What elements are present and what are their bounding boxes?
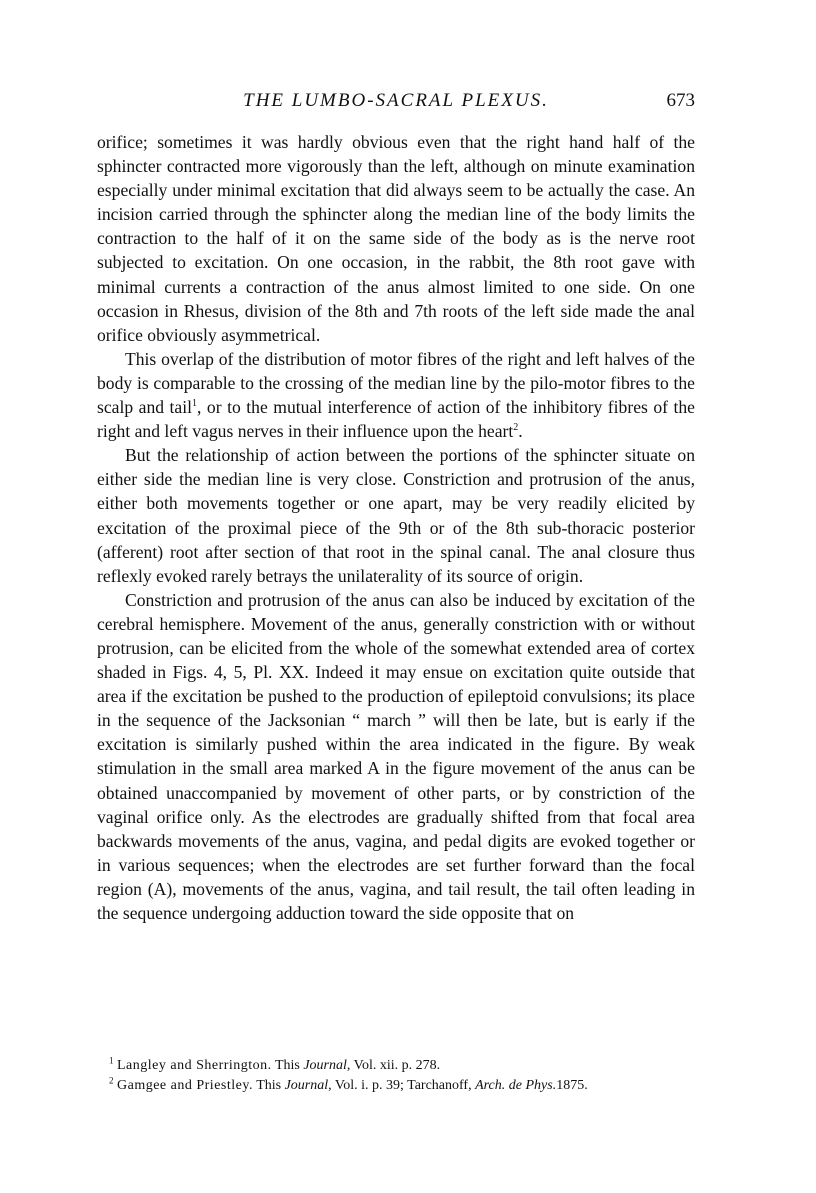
paragraph-2-text-b: , or to the mutual interference of action of the inhibitory fibres of the right and left vagus nerves in their influence upon the heart: [97, 397, 695, 442]
footnote-2-rest-b: 1875.: [556, 1078, 588, 1093]
paragraph-2-text-c: .: [518, 421, 523, 442]
footnote-1-authors: Langley and Sherrington.: [117, 1058, 272, 1073]
footnote-2-authors: Gamgee and Priestley.: [117, 1078, 253, 1093]
footnote-ref-1: 1: [192, 398, 198, 410]
paragraph-4: [97, 588, 695, 925]
paragraph-1-text: orifice; sometimes it was hardly obvious even that the right hand half of the sphincter contracted more vigorously than the left, although on minute examination especially under minimal excitation that did always seem to be actually the case. An incision carried through the sphincter along the median line of the body limits the contraction to the half of it on the same side of the body as is the nerve root subjected to excitation. On one occasion, in the rabbit, the 8th root gave with minimal currents a contraction of the anus almost limited to one side. On one occasion in Rhesus, division of the 8th and 7th roots of the left side made the anal orifice obviously asymmetrical.: [97, 132, 695, 345]
page-number: 673: [666, 90, 695, 111]
running-header: [97, 90, 695, 124]
footnote-1: [97, 1056, 695, 1076]
footnote-2-this: This: [256, 1078, 282, 1093]
paragraph-2-text-a: This overlap of the distribution of motor fibres of the right and left halves of the body is comparable to the crossing of the median line by the pilo-motor fibres to the scalp and tail: [97, 348, 695, 418]
page: [97, 90, 695, 925]
running-title: THE LUMBO-SACRAL PLEXUS.: [243, 90, 549, 111]
footnote-1-rest: , Vol. xii. p. 278.: [346, 1058, 441, 1073]
paragraph-3-text: But the relationship of action between the portions of the sphincter situate on either side the median line is very close. Constriction and protrusion of the anus, either both movements together or one apart, may be very readily elicited by excitation of the proximal piece of the 9th or of the 8th sub-thoracic posterior (afferent) root after section of that root in the spinal canal. The anal closure thus reflexly evoked rarely betrays the unilaterality of its source of origin.: [97, 445, 695, 586]
footnote-1-this: This: [274, 1058, 300, 1073]
paragraph-2: [97, 347, 695, 443]
footnote-1-journal: Journal: [303, 1058, 347, 1073]
footnote-2-mark: 2: [109, 1075, 114, 1086]
footnote-2-source: Arch. de Phys.: [475, 1078, 557, 1093]
footnote-2-journal: Journal: [284, 1078, 329, 1093]
footnote-1-mark: 1: [109, 1055, 114, 1066]
footnote-ref-2: 2: [513, 422, 519, 434]
footnotes: [97, 1056, 695, 1096]
footnote-2-rest-a: , Vol. i. p. 39; Tarchanoff,: [328, 1078, 472, 1093]
paragraph-4-text: Constriction and protrusion of the anus can also be induced by excitation of the cerebral hemisphere. Movement of the anus, generally constriction with or without protrusion, can be elicited from the whole of the somewhat extended area of cortex shaded in Figs. 4, 5, Pl. XX. Indeed it may ensue on excitation quite outside that area if the excitation be pushed to the production of epileptoid convulsions; its place in the sequence of the Jacksonian “ march ” will then be late, but is early if the excitation is similarly pushed within the area indicated in the figure. By weak stimulation in the small area marked A in the figure movement of the anus can be obtained unaccompanied by movement of other parts, or by constriction of the vaginal orifice only. As the electrodes are gradually shifted from that focal area backwards movements of the anus, vagina, and pedal digits are evoked together or in various sequences; when the electrodes are set further forward than the focal region (A), movements of the anus, vagina, and tail result, the tail often leading in the sequence undergoing adduction toward the side opposite that on: [97, 589, 695, 923]
body-text: [97, 130, 695, 925]
paragraph-1: [97, 130, 695, 347]
paragraph-3: [97, 443, 695, 588]
footnote-2: [97, 1076, 695, 1096]
